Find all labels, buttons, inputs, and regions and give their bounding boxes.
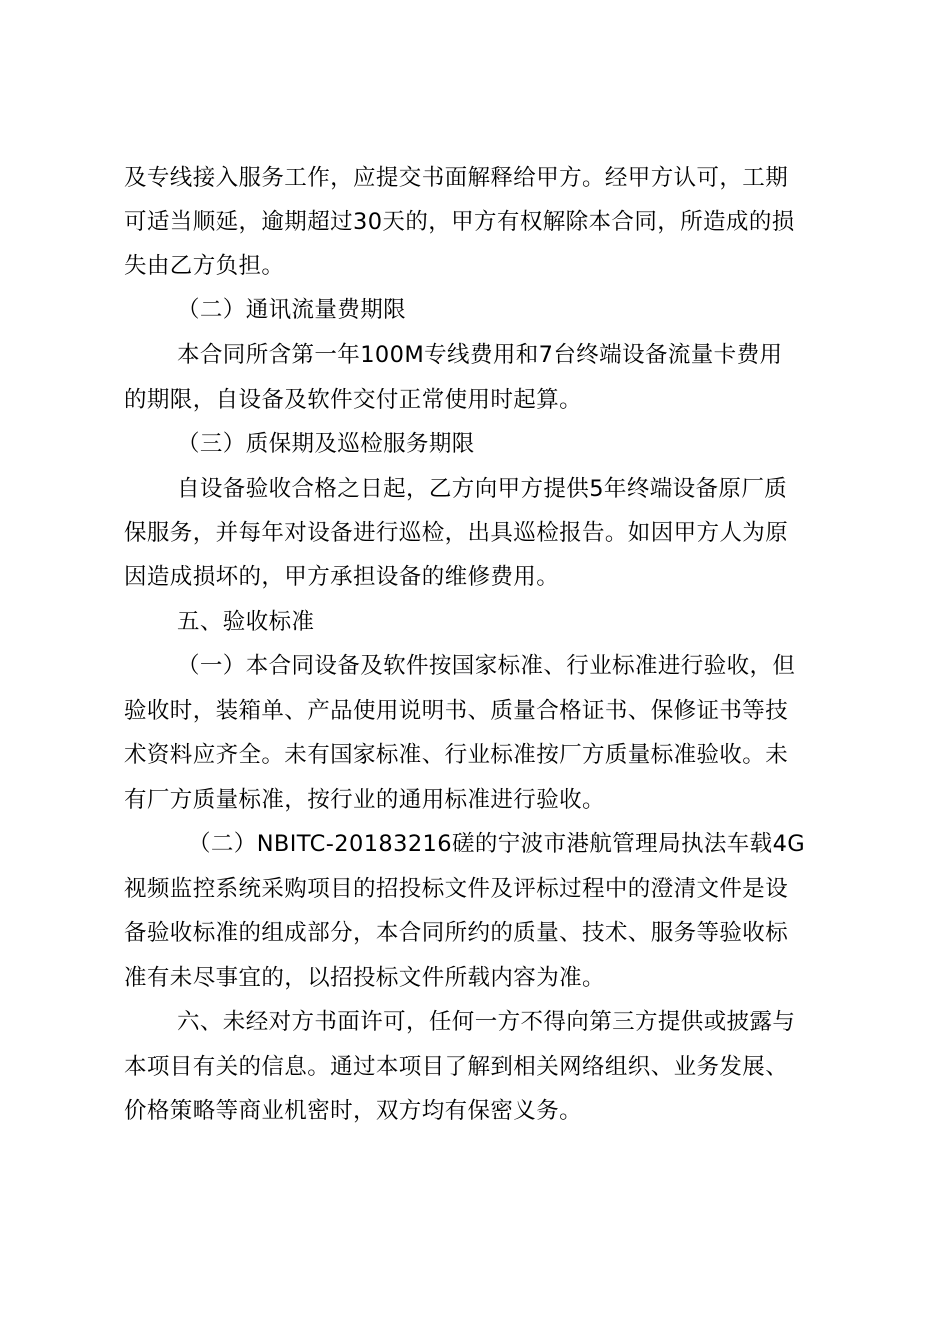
paragraph-line-1: 及专线接入服务工作，应提交书面解释给甲方。经甲方认可，工期 <box>124 165 789 191</box>
paragraph-line-3: 失由乙方负担。 <box>124 253 285 279</box>
paragraph-line-15: 有厂方质量标准，按行业的通用标准进行验收。 <box>124 787 605 813</box>
paragraph-line-16: （二）NBITC-20183216磋的宁波市港航管理局执法车载4G <box>188 831 806 857</box>
paragraph-line-12: （一）本合同设备及软件按国家标准、行业标准进行验收，但 <box>177 653 796 679</box>
section-heading-acceptance-standards: 五、验收标准 <box>177 609 315 635</box>
paragraph-line-13: 验收时，装箱单、产品使用说明书、质量合格证书、保修证书等技 <box>124 698 789 724</box>
paragraph-line-19: 准有未尽事宜的，以招投标文件所载内容为准。 <box>124 965 605 991</box>
section-heading-traffic-fee-period: （二）通讯流量费期限 <box>177 297 407 323</box>
paragraph-line-2: 可适当顺延，逾期超过30天的，甲方有权解除本合同，所造成的损 <box>124 209 795 235</box>
paragraph-line-10: 因造成损坏的，甲方承担设备的维修费用。 <box>124 564 560 590</box>
paragraph-line-22: 价格策略等商业机密时，双方均有保密义务。 <box>124 1098 583 1124</box>
section-heading-warranty-period: （三）质保期及巡检服务期限 <box>177 431 475 457</box>
paragraph-line-6: 的期限，自设备及软件交付正常使用时起算。 <box>124 387 583 413</box>
paragraph-line-18: 备验收标准的组成部分，本合同所约的质量、技术、服务等验收标 <box>124 920 789 946</box>
paragraph-line-21: 本项目有关的信息。通过本项目了解到相关网络组织、业务发展、 <box>124 1054 789 1080</box>
paragraph-line-20: 六、未经对方书面许可，任何一方不得向第三方提供或披露与 <box>177 1009 796 1035</box>
paragraph-line-9: 保服务，并每年对设备进行巡检，出具巡检报告。如因甲方人为原 <box>124 520 789 546</box>
paragraph-line-17: 视频监控系统采购项目的招投标文件及评标过程中的澄清文件是设 <box>124 876 789 902</box>
paragraph-line-14: 术资料应齐全。未有国家标准、行业标准按厂方质量标准验收。未 <box>124 742 789 768</box>
paragraph-line-8: 自设备验收合格之日起，乙方向甲方提供5年终端设备原厂质 <box>177 476 788 502</box>
paragraph-line-5: 本合同所含第一年100M专线费用和7台终端设备流量卡费用 <box>177 342 783 368</box>
